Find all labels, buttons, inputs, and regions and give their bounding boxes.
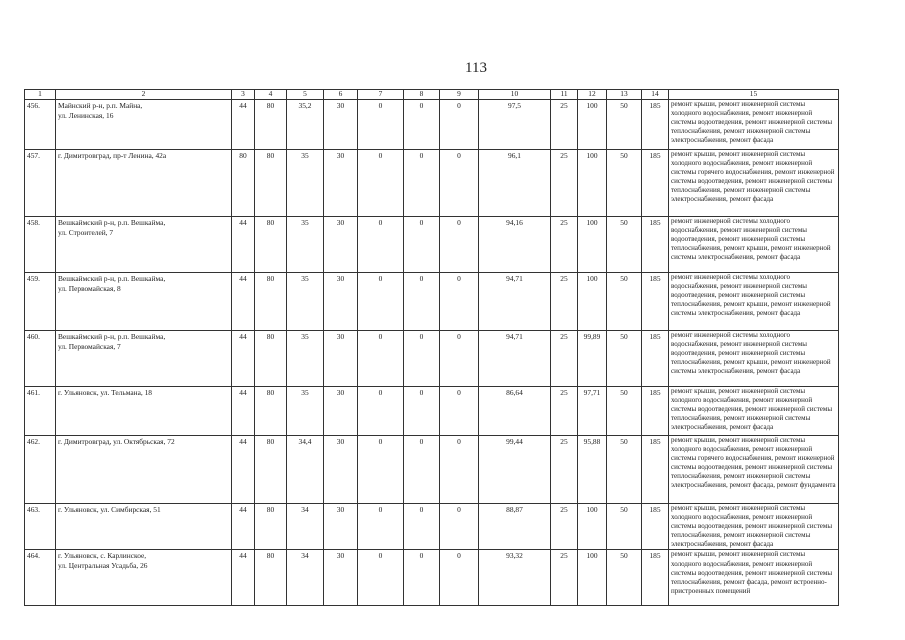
- value-cell: 80: [255, 100, 287, 150]
- value-cell: 25: [551, 100, 578, 150]
- value-cell: 100: [578, 100, 607, 150]
- value-cell: 0: [358, 387, 404, 436]
- column-header: 9: [440, 90, 479, 100]
- value-cell: 185: [642, 387, 669, 436]
- value-cell: 34: [287, 550, 324, 606]
- value-cell: 0: [404, 331, 440, 387]
- value-cell: 50: [607, 100, 642, 150]
- value-cell: 185: [642, 217, 669, 273]
- value-cell: 35,2: [287, 100, 324, 150]
- value-cell: 0: [404, 217, 440, 273]
- column-header: 12: [578, 90, 607, 100]
- value-cell: 0: [440, 387, 479, 436]
- value-cell: 44: [232, 436, 255, 504]
- column-header: 7: [358, 90, 404, 100]
- value-cell: 80: [232, 150, 255, 217]
- value-cell: 96,1: [479, 150, 551, 217]
- table-row: [25, 100, 839, 150]
- row-number: 459.: [25, 273, 56, 331]
- row-number: 464.: [25, 550, 56, 606]
- value-cell: 80: [255, 504, 287, 550]
- value-cell: 97,71: [578, 387, 607, 436]
- table-row: [25, 273, 839, 331]
- value-cell: 30: [324, 436, 358, 504]
- value-cell: 44: [232, 504, 255, 550]
- value-cell: 30: [324, 504, 358, 550]
- table-row: [25, 150, 839, 217]
- works-cell: ремонт инженерной системы холодного водоснабжения, ремонт инженерной системы водоотведения, ремонт инженерной системы теплоснабжения, ремонт крыши, ремонт инженерной системы электроснабжения, ремонт фасада: [669, 331, 839, 387]
- row-number: 460.: [25, 331, 56, 387]
- address-cell: г. Ульяновск, ул. Симбирская, 51: [56, 504, 232, 550]
- value-cell: 99,89: [578, 331, 607, 387]
- value-cell: 44: [232, 217, 255, 273]
- works-cell: ремонт крыши, ремонт инженерной системы холодного водоснабжения, ремонт инженерной системы водоотведения, ремонт инженерной системы теплоснабжения, ремонт инженерной системы электроснабжения, ремонт фасада: [669, 387, 839, 436]
- column-header: 5: [287, 90, 324, 100]
- value-cell: 25: [551, 387, 578, 436]
- value-cell: 25: [551, 331, 578, 387]
- address-cell: г. Ульяновск, ул. Тельмана, 18: [56, 387, 232, 436]
- value-cell: 35: [287, 331, 324, 387]
- address-cell: Вешкаймский р-н, р.п. Вешкайма, ул. Строителей, 7: [56, 217, 232, 273]
- column-header: 1: [25, 90, 56, 100]
- value-cell: 95,88: [578, 436, 607, 504]
- header-row: [25, 90, 839, 100]
- value-cell: 35: [287, 150, 324, 217]
- value-cell: 0: [440, 504, 479, 550]
- value-cell: 185: [642, 504, 669, 550]
- value-cell: 100: [578, 504, 607, 550]
- address-cell: Майнский р-н, р.п. Майна, ул. Ленинская, 16: [56, 100, 232, 150]
- column-header: 8: [404, 90, 440, 100]
- value-cell: 30: [324, 550, 358, 606]
- column-header: 3: [232, 90, 255, 100]
- value-cell: 0: [404, 100, 440, 150]
- value-cell: 94,71: [479, 273, 551, 331]
- value-cell: 100: [578, 150, 607, 217]
- value-cell: 35: [287, 387, 324, 436]
- value-cell: 80: [255, 331, 287, 387]
- value-cell: 94,16: [479, 217, 551, 273]
- value-cell: 0: [404, 387, 440, 436]
- value-cell: 99,44: [479, 436, 551, 504]
- value-cell: 100: [578, 217, 607, 273]
- buildings-table: [24, 89, 839, 606]
- value-cell: 35: [287, 273, 324, 331]
- value-cell: 0: [440, 217, 479, 273]
- value-cell: 185: [642, 436, 669, 504]
- value-cell: 80: [255, 150, 287, 217]
- value-cell: 30: [324, 387, 358, 436]
- value-cell: 80: [255, 436, 287, 504]
- works-cell: ремонт крыши, ремонт инженерной системы холодного водоснабжения, ремонт инженерной системы горячего водоснабжения, ремонт инженерной системы водоотведения, ремонт инженерной системы теплоснабжения, ремонт инженерной системы электроснабжения, ремонт фасада, ремонт фундамента: [669, 436, 839, 504]
- table-row: [25, 217, 839, 273]
- value-cell: 80: [255, 387, 287, 436]
- value-cell: 50: [607, 150, 642, 217]
- address-cell: Вешкаймский р-н, р.п. Вешкайма, ул. Первомайская, 7: [56, 331, 232, 387]
- value-cell: 93,32: [479, 550, 551, 606]
- value-cell: 30: [324, 150, 358, 217]
- works-cell: ремонт инженерной системы холодного водоснабжения, ремонт инженерной системы водоотведения, ремонт инженерной системы теплоснабжения, ремонт крыши, ремонт инженерной системы электроснабжения, ремонт фасада: [669, 217, 839, 273]
- column-header: 11: [551, 90, 578, 100]
- address-cell: г. Димитровград, ул. Октябрьская, 72: [56, 436, 232, 504]
- value-cell: 0: [358, 217, 404, 273]
- value-cell: 25: [551, 150, 578, 217]
- value-cell: 0: [358, 331, 404, 387]
- value-cell: 88,87: [479, 504, 551, 550]
- value-cell: 44: [232, 387, 255, 436]
- row-number: 457.: [25, 150, 56, 217]
- column-header: 15: [669, 90, 839, 100]
- works-cell: ремонт крыши, ремонт инженерной системы холодного водоснабжения, ремонт инженерной системы водоотведения, ремонт инженерной системы теплоснабжения, ремонт фасада, ремонт встроенно-пристроенных помещений: [669, 550, 839, 606]
- value-cell: 50: [607, 436, 642, 504]
- value-cell: 80: [255, 550, 287, 606]
- value-cell: 0: [358, 100, 404, 150]
- value-cell: 94,71: [479, 331, 551, 387]
- value-cell: 185: [642, 100, 669, 150]
- value-cell: 0: [358, 504, 404, 550]
- value-cell: 97,5: [479, 100, 551, 150]
- value-cell: 30: [324, 100, 358, 150]
- value-cell: 185: [642, 550, 669, 606]
- value-cell: 0: [404, 150, 440, 217]
- works-cell: ремонт крыши, ремонт инженерной системы холодного водоснабжения, ремонт инженерной системы горячего водоснабжения, ремонт инженерной системы водоотведения, ремонт инженерной системы теплоснабжения, ремонт инженерной системы электроснабжения, ремонт фасада: [669, 150, 839, 217]
- value-cell: 50: [607, 504, 642, 550]
- table-row: [25, 387, 839, 436]
- column-header: 6: [324, 90, 358, 100]
- value-cell: 0: [440, 436, 479, 504]
- table-row: [25, 331, 839, 387]
- value-cell: 30: [324, 217, 358, 273]
- value-cell: 80: [255, 273, 287, 331]
- page-number: 113: [465, 60, 487, 76]
- column-header: 10: [479, 90, 551, 100]
- value-cell: 185: [642, 150, 669, 217]
- table-row: [25, 504, 839, 550]
- column-header: 13: [607, 90, 642, 100]
- value-cell: 0: [440, 550, 479, 606]
- value-cell: 0: [440, 100, 479, 150]
- table-row: [25, 436, 839, 504]
- value-cell: 50: [607, 331, 642, 387]
- value-cell: 0: [404, 504, 440, 550]
- row-number: 461.: [25, 387, 56, 436]
- value-cell: 44: [232, 331, 255, 387]
- row-number: 463.: [25, 504, 56, 550]
- row-number: 462.: [25, 436, 56, 504]
- value-cell: 44: [232, 273, 255, 331]
- value-cell: 0: [404, 550, 440, 606]
- value-cell: 25: [551, 273, 578, 331]
- value-cell: 0: [440, 150, 479, 217]
- value-cell: 0: [440, 331, 479, 387]
- value-cell: 30: [324, 273, 358, 331]
- value-cell: 25: [551, 550, 578, 606]
- value-cell: 34: [287, 504, 324, 550]
- value-cell: 0: [404, 436, 440, 504]
- value-cell: 0: [358, 436, 404, 504]
- value-cell: 50: [607, 217, 642, 273]
- value-cell: 50: [607, 387, 642, 436]
- value-cell: 35: [287, 217, 324, 273]
- value-cell: 185: [642, 331, 669, 387]
- value-cell: 185: [642, 273, 669, 331]
- column-header: 4: [255, 90, 287, 100]
- value-cell: 0: [404, 273, 440, 331]
- column-header: 14: [642, 90, 669, 100]
- works-cell: ремонт крыши, ремонт инженерной системы холодного водоснабжения, ремонт инженерной системы водоотведения, ремонт инженерной системы теплоснабжения, ремонт инженерной системы электроснабжения, ремонт фасада: [669, 504, 839, 550]
- value-cell: 50: [607, 550, 642, 606]
- address-cell: г. Ульяновск, с. Карлинское, ул. Центральная Усадьба, 26: [56, 550, 232, 606]
- value-cell: 0: [358, 550, 404, 606]
- value-cell: 44: [232, 550, 255, 606]
- value-cell: 25: [551, 217, 578, 273]
- value-cell: 50: [607, 273, 642, 331]
- table-row: [25, 550, 839, 606]
- value-cell: 0: [358, 150, 404, 217]
- value-cell: 86,64: [479, 387, 551, 436]
- value-cell: 0: [440, 273, 479, 331]
- address-cell: Вешкаймский р-н, р.п. Вешкайма, ул. Первомайская, 8: [56, 273, 232, 331]
- value-cell: 100: [578, 273, 607, 331]
- value-cell: 44: [232, 100, 255, 150]
- value-cell: 100: [578, 550, 607, 606]
- column-header: 2: [56, 90, 232, 100]
- address-cell: г. Димитровград, пр-т Ленина, 42а: [56, 150, 232, 217]
- value-cell: 25: [551, 504, 578, 550]
- row-number: 458.: [25, 217, 56, 273]
- value-cell: 30: [324, 331, 358, 387]
- row-number: 456.: [25, 100, 56, 150]
- value-cell: 0: [358, 273, 404, 331]
- works-cell: ремонт инженерной системы холодного водоснабжения, ремонт инженерной системы водоотведения, ремонт инженерной системы теплоснабжения, ремонт крыши, ремонт инженерной системы электроснабжения, ремонт фасада: [669, 273, 839, 331]
- value-cell: 25: [551, 436, 578, 504]
- value-cell: 80: [255, 217, 287, 273]
- works-cell: ремонт крыши, ремонт инженерной системы холодного водоснабжения, ремонт инженерной системы водоотведения, ремонт инженерной системы теплоснабжения, ремонт инженерной системы электроснабжения, ремонт фасада: [669, 100, 839, 150]
- value-cell: 34,4: [287, 436, 324, 504]
